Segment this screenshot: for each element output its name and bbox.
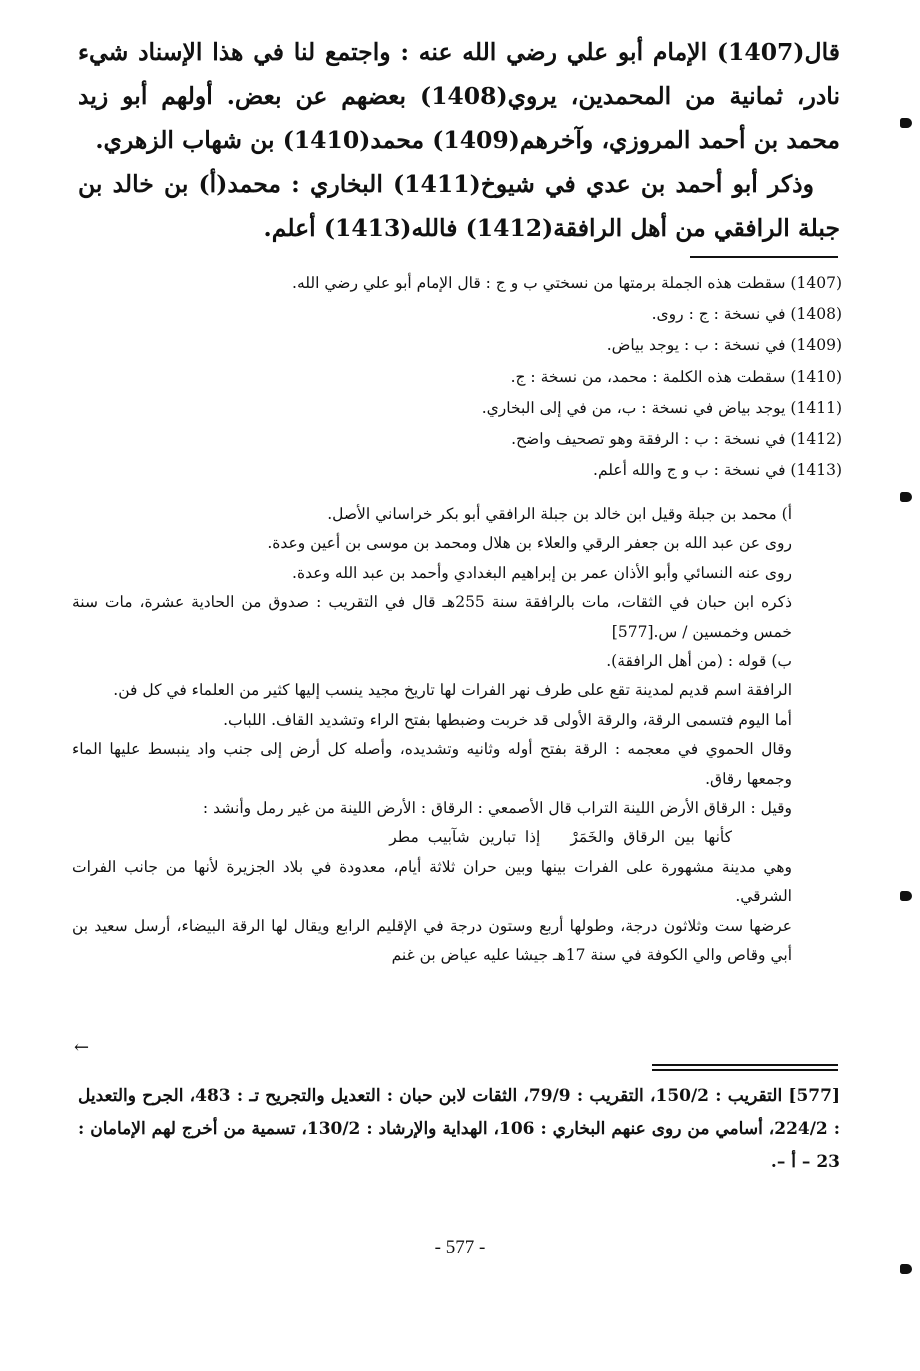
references: [577] التقريب : 150/2، التقريب : 79/9، الثقات لابن حبان : التعديل والتجريح تـ : 483، الجرح والتعديل : 224/2، أسامي من روى عنهم البخاري : 106، الهداية والإرشاد : 130/2، تسمية من أخرج لهم الإمامان : 23 – أ –. xyxy=(78,1086,840,1172)
continue-arrow: ← xyxy=(74,1037,90,1058)
binding-mark xyxy=(900,891,912,901)
footnote-1413: (1413) في نسخة : ب و ج والله أعلم. xyxy=(593,461,842,480)
commentary-line: وقيل : الرقاق الأرض اللينة التراب قال الأصمعي : الرقاق : الأرض اللينة من غير رمل وأنشد : xyxy=(202,799,792,818)
footnote-separator xyxy=(690,256,838,258)
footnote-1411: (1411) يوجد بياض في نسخة : ب، من في إلى البخاري. xyxy=(481,398,842,417)
commentary-line: ذكره ابن حبان في الثقات، مات بالرافقة سنة 255هـ قال في التقريب : صدوق من الحادية عشرة، مات سنة خمس وخمسين / س.[577] xyxy=(72,593,792,641)
binding-mark xyxy=(900,1264,912,1274)
verse-first-hemistich: كأنها بين الرقاق والخَمَرْ xyxy=(570,828,732,847)
main-text xyxy=(78,30,840,250)
commentary-line: ب) قوله : (من أهل الرافقة). xyxy=(606,652,792,671)
commentary xyxy=(72,500,792,971)
commentary-line: روى عنه النسائي وأبو الأذان عمر بن إبراهيم البغدادي وأحمد بن عبد الله وعدة. xyxy=(292,563,792,582)
poetry-verse xyxy=(72,823,792,852)
commentary-line: عرضها ست وثلاثون درجة، وطولها أربع وستون درجة في الإقليم الرابع ويقال لها الرقة البيضاء، أرسل سعيد بن أبي وقاص والي الكوفة في سنة 17هـ جيشا عليه عياض بن غنم xyxy=(72,916,792,965)
binding-mark xyxy=(900,492,912,502)
main-paragraph-1: قال(1407) الإمام أبو علي رضي الله عنه : واجتمع لنا في هذا الإسناد شيء نادر، ثمانية من المحمدين، يروي(1408) بعضهم عن بعض. أولهم أبو زيد محمد بن أحمد المروزي، وآخرهم(1409) محمد(1410) بن شهاب الزهري. xyxy=(78,38,841,154)
footnote-1407: (1407) سقطت هذه الجملة برمتها من نسختي ب و ج : قال الإمام أبو علي رضي الله. xyxy=(292,274,842,292)
footnote-1410: (1410) سقطت هذه الكلمة : محمد، من نسخة : ج. xyxy=(510,367,842,386)
commentary-line: وهي مدينة مشهورة على الفرات بينها وبين حران ثلاثة أيام، معدودة في بلاد الجزيرة لأنها من جانب الفرات الشرقي. xyxy=(72,857,792,906)
commentary-line: أ) محمد بن جبلة وقيل ابن خالد بن جبلة الرافقي أبو بكر خراساني الأصل. xyxy=(327,505,792,523)
page-number: - 577 - xyxy=(434,1237,486,1258)
footnote-1412: (1412) في نسخة : ب : الرفقة وهو تصحيف واضح. xyxy=(511,430,842,449)
commentary-line: روى عن عبد الله بن جعفر الرقي والعلاء بن هلال ومحمد بن موسى بن أعين وعدة. xyxy=(267,534,792,553)
main-paragraph-2: وذكر أبو أحمد بن عدي في شيوخ(1411) البخاري : محمد(أ) بن خالد بن جبلة الرافقي من أهل الرافقة(1412) فالله(1413) أعلم. xyxy=(78,170,840,242)
binding-mark xyxy=(900,118,912,128)
commentary-line: الرافقة اسم قديم لمدينة تقع على طرف نهر الفرات لها تاريخ مجيد ينسب إليها كثير من العلماء في كل فن. xyxy=(113,681,792,700)
verse-second-hemistich: إذا تبارين شآبيب مطر xyxy=(389,828,541,847)
references-separator xyxy=(652,1064,838,1071)
footnote-1409: (1409) في نسخة : ب : يوجد بياض. xyxy=(606,336,842,355)
commentary-line: وقال الحموي في معجمه : الرقة بفتح أوله وثانيه وتشديده، وأصله كل أرض إلى جنب واد ينبسط عليها الماء وجمعها رقاق. xyxy=(72,740,792,788)
variant-footnotes xyxy=(78,268,842,486)
footnote-1408: (1408) في نسخة : ج : روى. xyxy=(651,305,842,324)
commentary-line: أما اليوم فتسمى الرقة، والرقة الأولى قد خربت وضبطها بفتح الراء وتشديد القاف. اللباب. xyxy=(223,710,792,729)
